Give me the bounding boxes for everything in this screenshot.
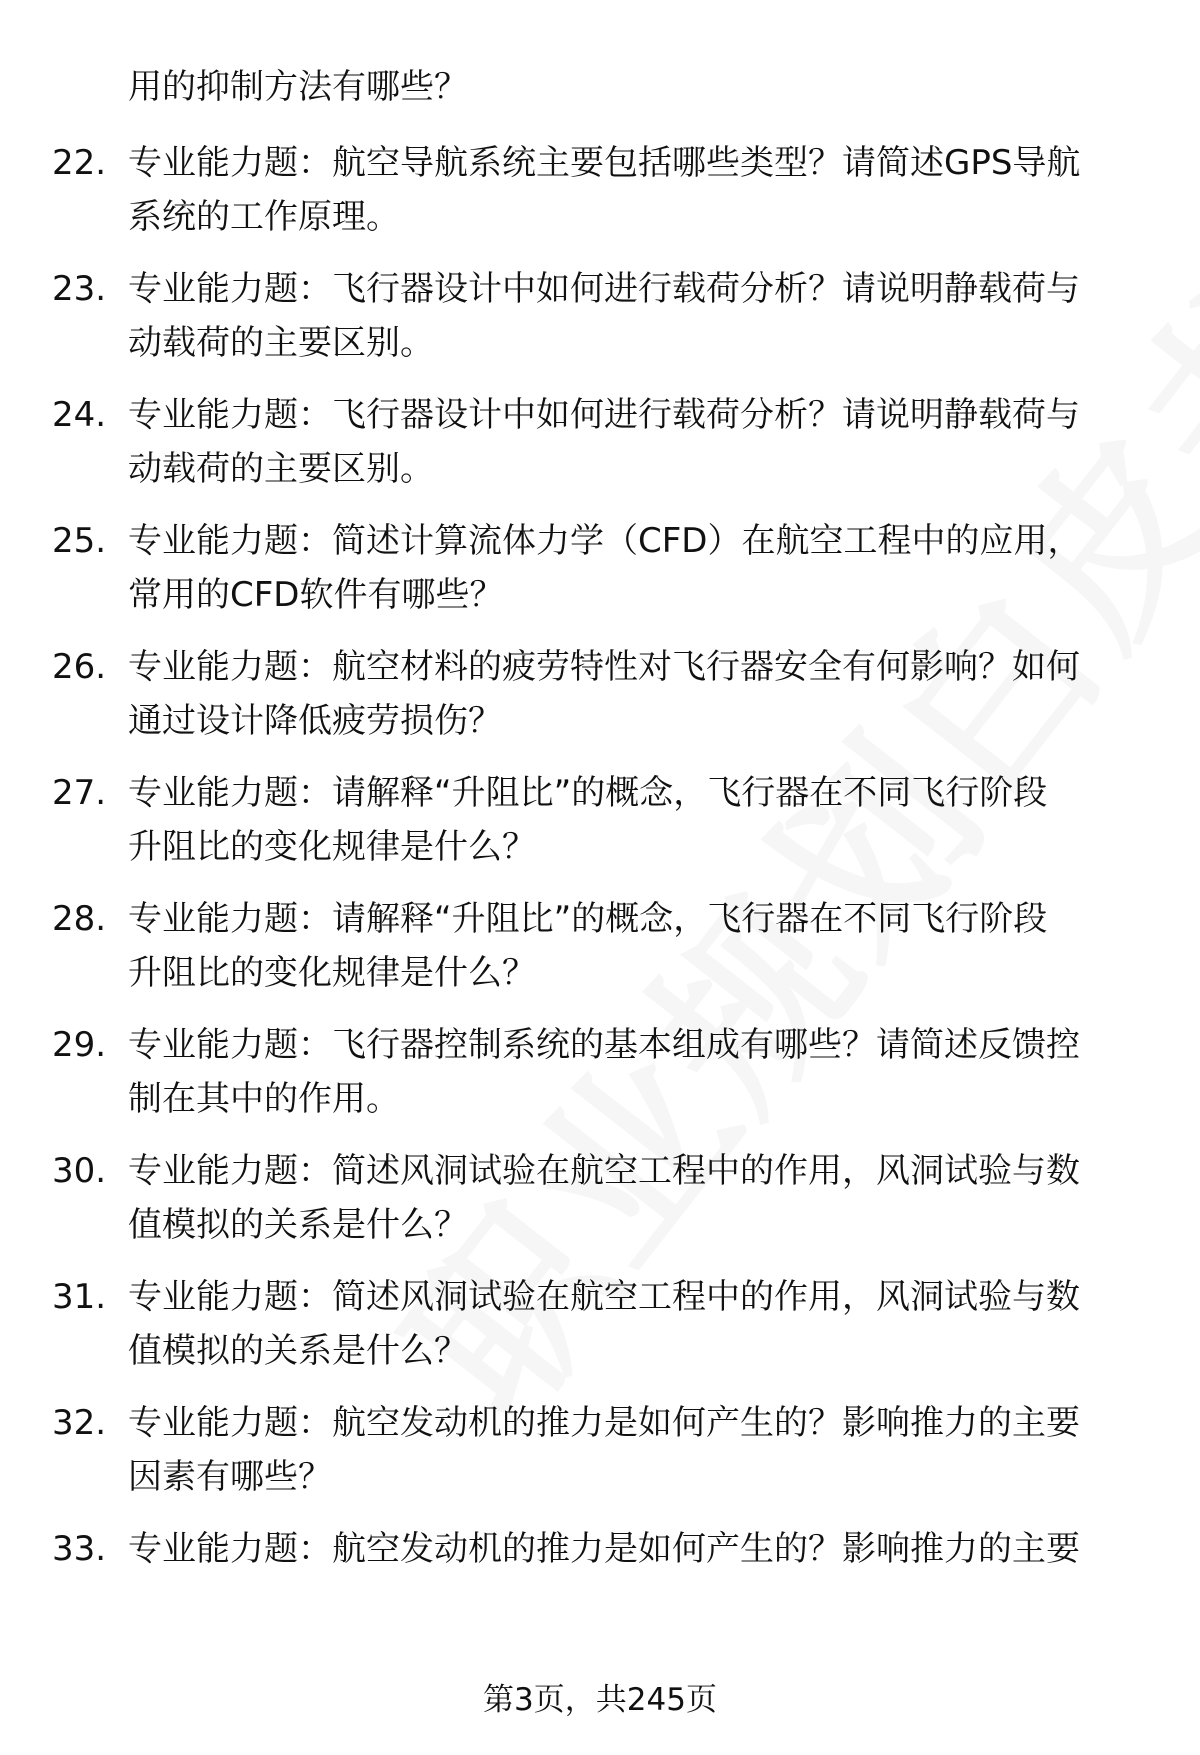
question-item — [0, 1018, 1200, 1128]
question-item — [0, 640, 1200, 750]
question-line: 专业能力题：飞行器控制系统的基本组成有哪些？请简述反馈控 — [128, 1025, 1080, 1065]
question-line: 因素有哪些？ — [128, 1457, 332, 1497]
question-line: 专业能力题：飞行器设计中如何进行载荷分析？请说明静载荷与 — [128, 269, 1080, 309]
question-number: 23. — [52, 269, 107, 309]
question-text — [128, 388, 1138, 496]
question-number: 26. — [52, 647, 107, 687]
question-line: 通过设计降低疲劳损伤？ — [128, 701, 502, 741]
question-number: 32. — [52, 1403, 107, 1443]
question-item — [0, 766, 1200, 876]
question-line: 专业能力题：航空导航系统主要包括哪些类型？请简述GPS导航 — [128, 143, 1081, 183]
question-number: 22. — [52, 143, 107, 183]
question-text — [128, 892, 1138, 1000]
question-item — [0, 262, 1200, 372]
question-item — [0, 892, 1200, 1002]
question-text — [128, 1018, 1138, 1126]
question-number: 25. — [52, 521, 107, 561]
question-line: 值模拟的关系是什么？ — [128, 1205, 468, 1245]
question-line: 升阻比的变化规律是什么？ — [128, 827, 536, 867]
question-text — [128, 766, 1138, 874]
question-text — [128, 262, 1138, 370]
question-line: 专业能力题：飞行器设计中如何进行载荷分析？请说明静载荷与 — [128, 395, 1080, 435]
question-line: 专业能力题：简述计算流体力学（CFD）在航空工程中的应用， — [128, 521, 1082, 561]
question-item — [0, 1144, 1200, 1254]
question-line: 专业能力题：简述风洞试验在航空工程中的作用，风洞试验与数 — [128, 1151, 1080, 1191]
question-line: 动载荷的主要区别。 — [128, 323, 434, 363]
question-number: 24. — [52, 395, 107, 435]
question-number: 29. — [52, 1025, 107, 1065]
question-line: 动载荷的主要区别。 — [128, 449, 434, 489]
question-item — [0, 136, 1200, 246]
question-line: 专业能力题：航空发动机的推力是如何产生的？影响推力的主要 — [128, 1403, 1080, 1443]
question-item — [0, 388, 1200, 498]
question-item — [0, 514, 1200, 624]
page-footer: 第3页，共245页 — [483, 1682, 717, 1718]
question-line: 升阻比的变化规律是什么？ — [128, 953, 536, 993]
question-text — [128, 136, 1138, 244]
question-line: 系统的工作原理。 — [128, 197, 400, 237]
question-number: 33. — [52, 1529, 107, 1569]
question-text — [128, 1522, 1138, 1576]
question-line: 制在其中的作用。 — [128, 1079, 400, 1119]
question-text — [128, 1270, 1138, 1378]
question-line: 专业能力题：简述风洞试验在航空工程中的作用，风洞试验与数 — [128, 1277, 1080, 1317]
question-line: 专业能力题：请解释“升阻比”的概念，飞行器在不同飞行阶段 — [128, 899, 1048, 939]
question-text — [128, 1396, 1138, 1504]
question-item — [0, 1396, 1200, 1506]
question-number: 28. — [52, 899, 107, 939]
question-text — [128, 514, 1138, 622]
question-line: 常用的CFD软件有哪些？ — [128, 575, 504, 615]
question-text — [128, 1144, 1138, 1252]
question-line: 专业能力题：航空发动机的推力是如何产生的？影响推力的主要 — [128, 1529, 1080, 1569]
question-number: 30. — [52, 1151, 107, 1191]
question-line: 专业能力题：请解释“升阻比”的概念，飞行器在不同飞行阶段 — [128, 773, 1048, 813]
question-number: 31. — [52, 1277, 107, 1317]
question-text — [128, 640, 1138, 748]
question-number: 27. — [52, 773, 107, 813]
question-item — [0, 1270, 1200, 1380]
question-line: 值模拟的关系是什么？ — [128, 1331, 468, 1371]
question-line: 专业能力题：航空材料的疲劳特性对飞行器安全有何影响？如何 — [128, 647, 1080, 687]
question-item — [0, 1522, 1200, 1632]
continuation-line: 用的抑制方法有哪些？ — [128, 67, 468, 107]
